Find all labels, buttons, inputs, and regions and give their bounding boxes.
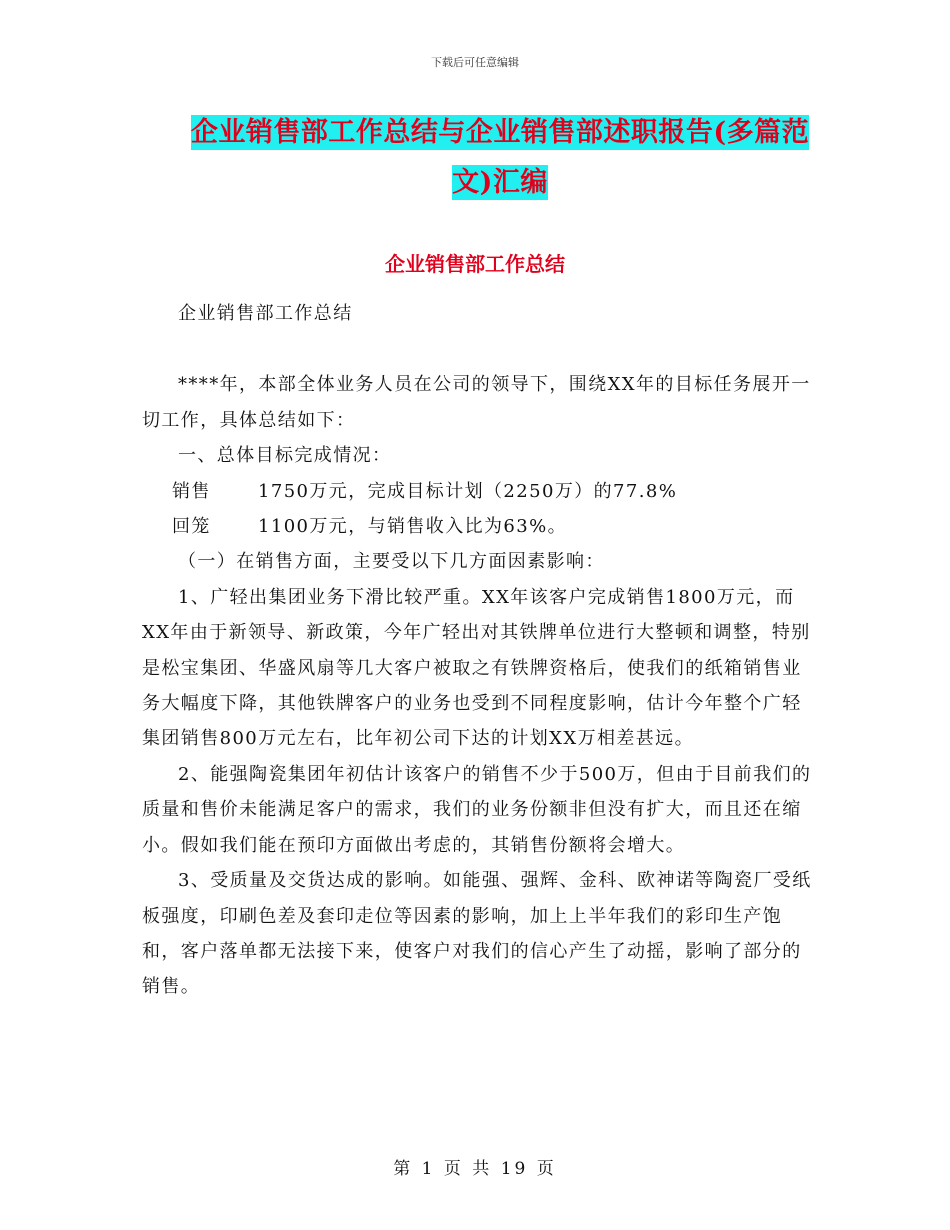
sales-value: 1750万元，完成目标计划（2250万）的77.8% [258, 480, 678, 502]
paragraph-2: 一、总体目标完成情况： [178, 445, 392, 467]
paragraph-4: 1、广轻出集团业务下滑比较严重。XX年该客户完成销售1800万元，而XX年由于新领导、新政策，今年广轻出对其铁牌单位进行大整顿和调整，特别是松宝集团、华盛风扇等几大客户被取之有铁牌资格后，使我们的纸箱销售业务大幅度下降，其他铁牌客户的业务也受到不同程度影响，估计今年整个广轻集团销售800万元左右，比年初公司下达的计划XX万相差甚远。 [142, 586, 811, 750]
page-footer: 第 1 页 共 19 页 [393, 1159, 557, 1179]
document-body [142, 296, 812, 1005]
document-title [140, 108, 860, 208]
sales-row [142, 474, 812, 509]
sales-label: 销售 [172, 480, 211, 502]
paragraph-5: 2、能强陶瓷集团年初估计该客户的销售不少于500万，但由于目前我们的质量和售价未能满足客户的需求，我们的业务份额非但没有扩大，而且还在缩小。假如我们能在预印方面做出考虑的，其销售份额将会增大。 [142, 763, 812, 856]
paragraph-intro-title: 企业销售部工作总结 [178, 303, 353, 324]
collect-value: 1100万元，与销售收入比为63%。 [258, 516, 568, 538]
paragraph-1: ****年，本部全体业务人员在公司的领导下，围绕XX年的目标任务展开一切工作，具体总结如下： [142, 374, 811, 431]
title-line-2: 文)汇编 [452, 167, 548, 198]
paragraph-6: 3、受质量及交货达成的影响。如能强、强辉、金科、欧神诺等陶瓷厂受纸板强度，印刷色差及套印走位等因素的影响，加上上半年我们的彩印生产饱和，客户落单都无法接下来，使客户对我们的信心产生了动摇，影响了部分的销售。 [142, 870, 812, 998]
section-heading: 企业销售部工作总结 [385, 252, 565, 276]
collect-row [142, 509, 812, 544]
page-header: 下载后可任意编辑 [431, 56, 519, 69]
collect-label: 回笼 [172, 516, 211, 538]
paragraph-3: （一）在销售方面，主要受以下几方面因素影响： [178, 551, 605, 573]
title-line-1: 企业销售部工作总结与企业销售部述职报告(多篇范 [190, 117, 810, 148]
